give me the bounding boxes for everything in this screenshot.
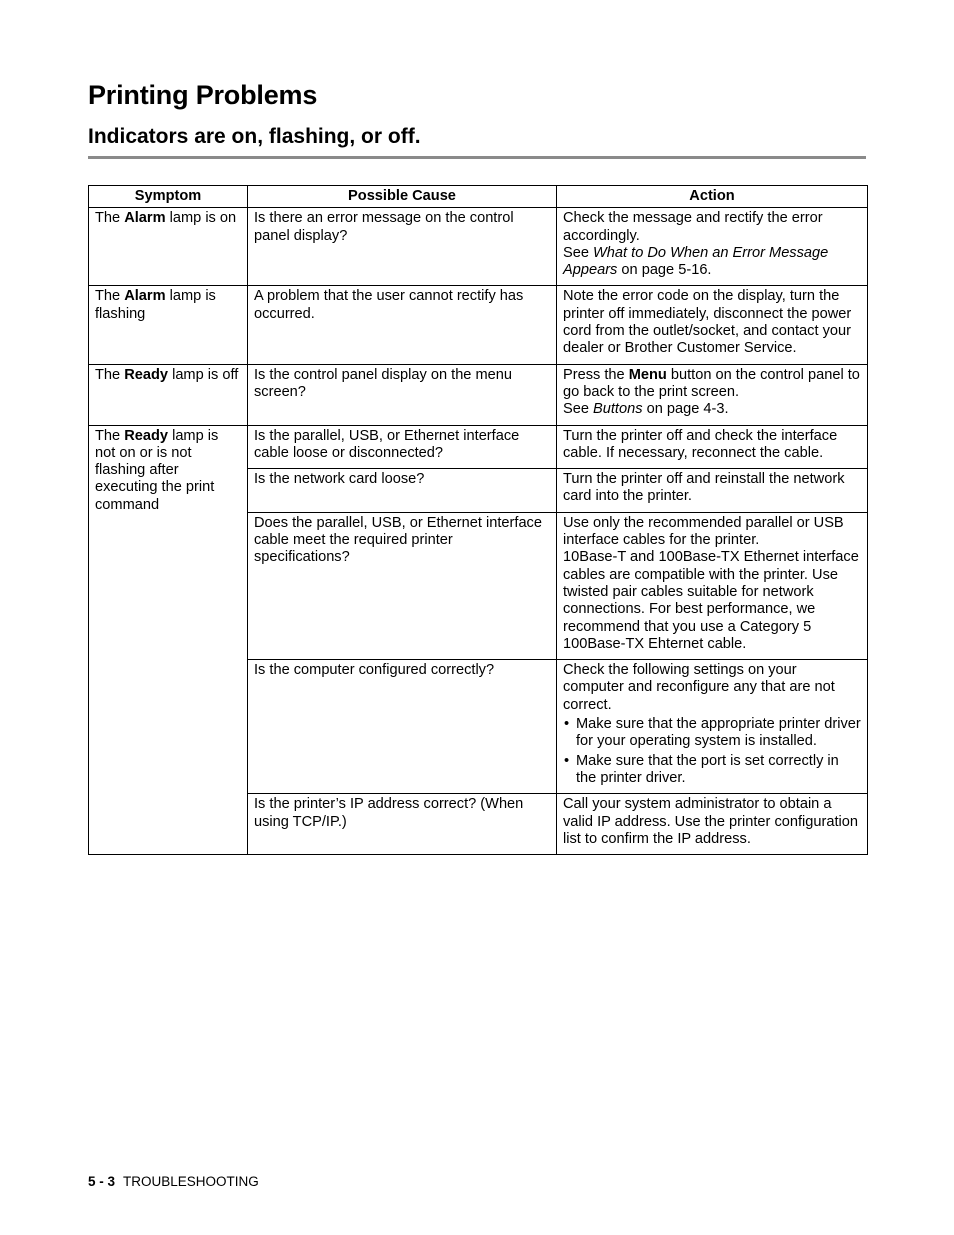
action-cell: Call your system administrator to obtain a valid IP address. Use the printer configuration list to confirm the IP address. <box>557 794 868 855</box>
symptom-cell: The Ready lamp is off <box>89 364 248 425</box>
table-header-row <box>89 186 868 208</box>
action-cell: Press the Menu button on the control panel to go back to the print screen. See Buttons on page 4-3. <box>557 364 868 425</box>
cause-cell: Is the parallel, USB, or Ethernet interface cable loose or disconnected? <box>248 425 557 469</box>
action-cell: Use only the recommended parallel or USB interface cables for the printer. 10Base-T and 100Base-TX Ethernet interface cables are compatible with the printer. Use twisted pair cables suitable for network connections. For best performance, we recommend that you use a Category 5 100Base-TX Ehternet cable. <box>557 512 868 659</box>
table-row <box>89 286 868 364</box>
page-title: Printing Problems <box>88 80 318 110</box>
list-item: • Make sure that the appropriate printer driver for your operating system is installed. <box>563 716 861 751</box>
action-cell: Note the error code on the display, turn the printer off immediately, disconnect the power cord from the outlet/socket, and contact your dealer or Brother Customer Service. <box>557 286 868 364</box>
header-possible-cause: Possible Cause <box>248 186 557 208</box>
bullet-list <box>563 716 861 787</box>
page-footer <box>88 1174 259 1189</box>
section-divider <box>88 156 866 159</box>
cause-cell: Is the network card loose? <box>248 469 557 513</box>
action-cell: Turn the printer off and reinstall the network card into the printer. <box>557 469 868 513</box>
header-symptom: Symptom <box>89 186 248 208</box>
symptom-cell: The Alarm lamp is flashing <box>89 286 248 364</box>
action-cell: Turn the printer off and check the interface cable. If necessary, reconnect the cable. <box>557 425 868 469</box>
cause-cell: Does the parallel, USB, or Ethernet interface cable meet the required printer specifications? <box>248 512 557 659</box>
list-item: • Make sure that the port is set correctly in the printer driver. <box>563 753 861 788</box>
symptom-cell: The Ready lamp is not on or is not flashing after executing the print command <box>89 425 248 855</box>
troubleshooting-table <box>88 185 868 855</box>
cause-cell: Is there an error message on the control panel display? <box>248 208 557 286</box>
action-cell: Check the following settings on your computer and reconfigure any that are not correct. • Make sure that the appropriate printer driver for your operating system is installed. • Make sure that the port is set correctly in the printer driver. <box>557 660 868 794</box>
action-cell: Check the message and rectify the error accordingly. See What to Do When an Error Message Appears on page 5-16. <box>557 208 868 286</box>
table-row <box>89 425 868 469</box>
cause-cell: A problem that the user cannot rectify has occurred. <box>248 286 557 364</box>
section-title: Indicators are on, flashing, or off. <box>88 125 421 148</box>
page-number: 5 - 3 <box>88 1174 116 1189</box>
cause-cell: Is the computer configured correctly? <box>248 660 557 794</box>
table-row <box>89 364 868 425</box>
footer-section: TROUBLESHOOTING <box>123 1174 259 1189</box>
cause-cell: Is the printer’s IP address correct? (When using TCP/IP.) <box>248 794 557 855</box>
header-action: Action <box>557 186 868 208</box>
table-row <box>89 208 868 286</box>
cause-cell: Is the control panel display on the menu screen? <box>248 364 557 425</box>
symptom-cell: The Alarm lamp is on <box>89 208 248 286</box>
